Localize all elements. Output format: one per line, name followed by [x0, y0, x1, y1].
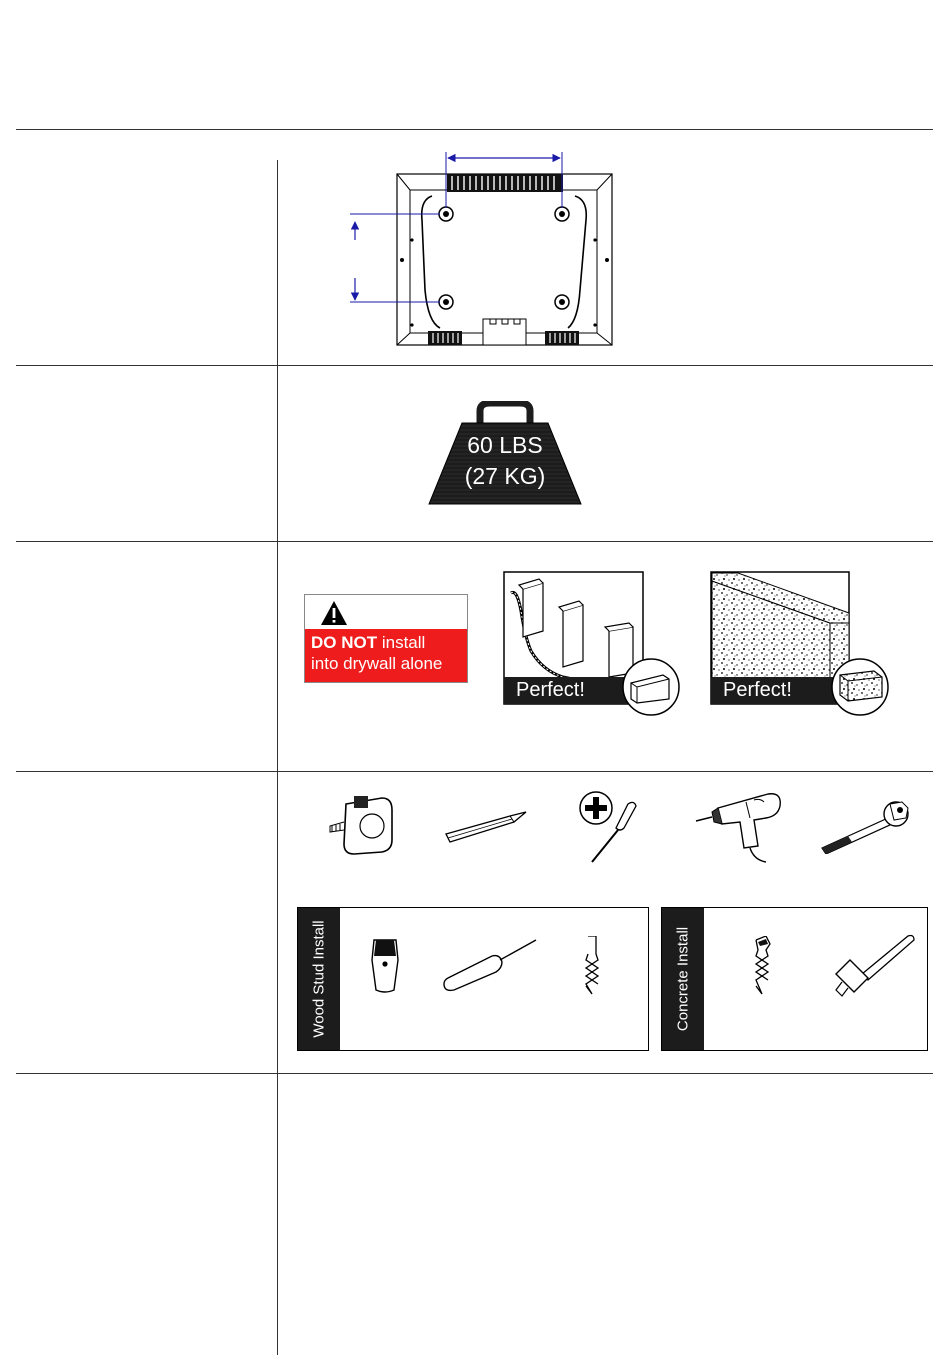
warning-icon	[319, 599, 349, 627]
hammer-icon	[832, 930, 916, 1002]
wood-stud-label: Perfect!	[516, 679, 585, 701]
tv-back-diagram	[340, 150, 630, 350]
concrete-label: Perfect!	[723, 679, 792, 701]
section-divider	[16, 365, 933, 366]
drywall-warning	[304, 594, 468, 683]
section-divider	[16, 771, 933, 772]
warning-rest: install	[377, 633, 426, 652]
stud-finder-icon	[370, 936, 400, 996]
awl-icon	[442, 936, 538, 992]
section-divider	[16, 541, 933, 542]
section-divider	[16, 1073, 933, 1074]
concrete-install-label: Concrete Install	[674, 926, 692, 1032]
warning-emphasis: DO NOT	[311, 633, 378, 652]
warning-line-1	[311, 632, 467, 653]
pencil-icon	[444, 804, 528, 844]
tape-measure-icon	[326, 792, 396, 858]
warning-line-2: into drywall alone	[311, 654, 443, 673]
concrete-install-box	[661, 907, 928, 1051]
power-drill-icon	[694, 788, 784, 864]
wood-stud-install-box	[297, 907, 649, 1051]
drill-bit-icon	[582, 936, 602, 996]
weight-lbs: 60 LBS	[467, 432, 543, 458]
masonry-bit-icon	[750, 936, 774, 996]
top-rule	[16, 129, 933, 130]
socket-wrench-icon	[818, 796, 912, 854]
wood-stud-install-label: Wood Stud Install	[310, 920, 328, 1038]
weight-kg: (27 KG)	[464, 463, 546, 489]
column-divider	[277, 160, 278, 1355]
phillips-screwdriver-icon	[578, 790, 642, 864]
